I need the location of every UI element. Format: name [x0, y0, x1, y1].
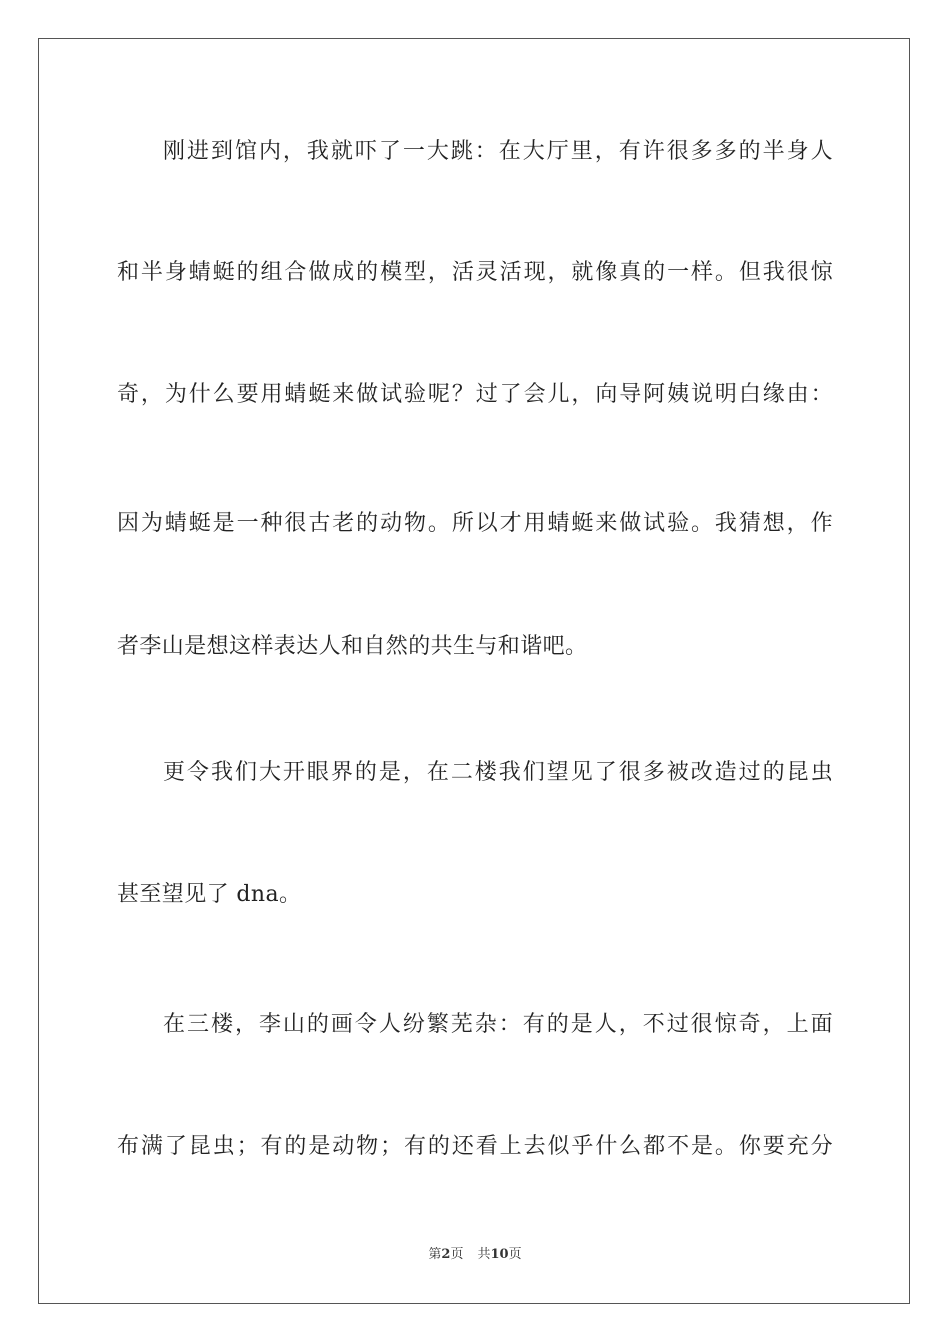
total-pages: 10: [490, 1247, 509, 1262]
text-line-3: 奇，为什么要用蜻蜓来做试验呢？过了会儿，向导阿姨说明白缘由：: [117, 382, 833, 407]
text-line-2: 和半身蜻蜓的组合做成的模型，活灵活现，就像真的一样。但我很惊: [117, 260, 833, 285]
page-footer: [0, 1246, 950, 1264]
text-line-1: 刚进到馆内，我就吓了一大跳：在大厅里，有许很多多的半身人: [163, 139, 833, 164]
text-line-5: 者李山是想这样表达人和自然的共生与和谐吧。: [117, 634, 588, 659]
page-prefix: 第: [428, 1247, 442, 1262]
page-border: [38, 38, 910, 1304]
text-line-9: 布满了昆虫；有的是动物；有的还看上去似乎什么都不是。你要充分: [117, 1134, 833, 1159]
text-line-7: 甚至望见了 dna。: [117, 882, 302, 907]
total-prefix: 共: [477, 1247, 491, 1262]
text-line-6: 更令我们大开眼界的是，在二楼我们望见了很多被改造过的昆虫: [163, 760, 833, 785]
page-number: 2: [441, 1247, 451, 1262]
text-line-4: 因为蜻蜓是一种很古老的动物。所以才用蜻蜓来做试验。我猜想，作: [117, 511, 833, 536]
page-suffix: 页: [450, 1247, 464, 1262]
total-suffix: 页: [508, 1247, 522, 1262]
text-line-8: 在三楼，李山的画令人纷繁芜杂：有的是人，不过很惊奇，上面: [163, 1012, 833, 1037]
